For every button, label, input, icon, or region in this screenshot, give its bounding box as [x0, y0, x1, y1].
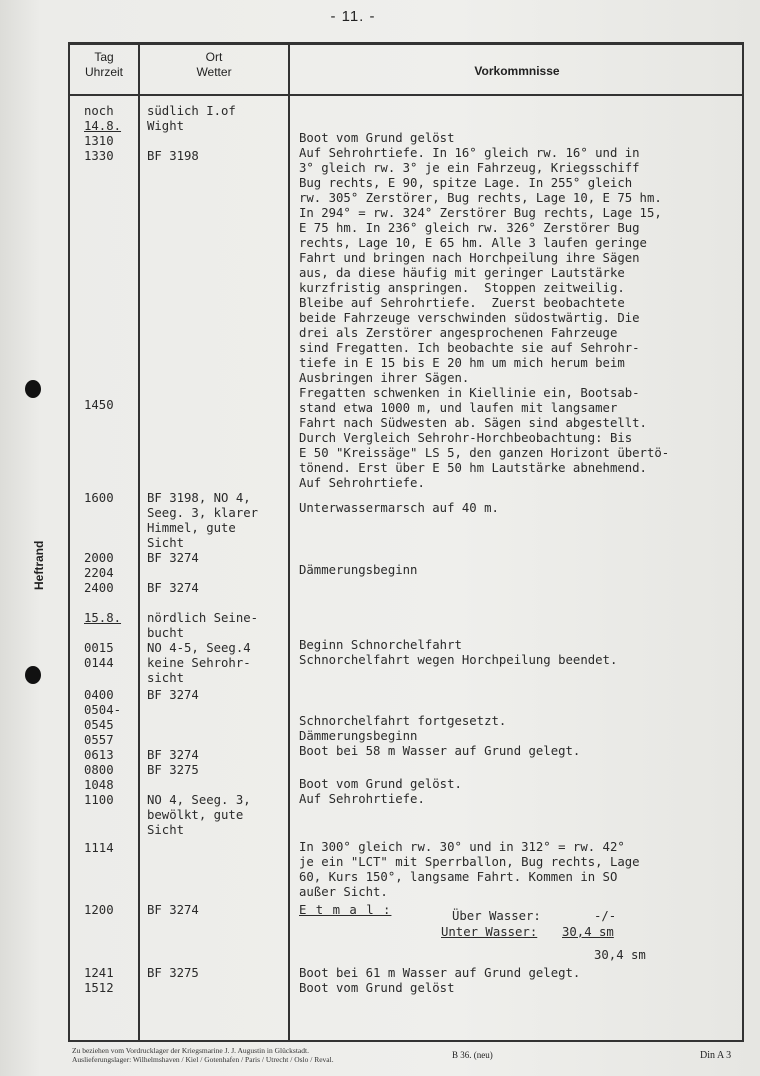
entry-time: noch: [84, 104, 114, 118]
entry-event-text: sind Fregatten. Ich beobachte sie auf Sehrohr-: [299, 341, 640, 355]
etmal-row-value: -/-: [594, 909, 617, 923]
header-tag-uhrzeit: Tag Uhrzeit: [84, 50, 123, 79]
entry-time: 1241: [84, 966, 114, 980]
header-divider: [68, 94, 744, 96]
entry-event-text: Boot vom Grund gelöst: [299, 131, 455, 145]
entry-time: 0504-: [84, 703, 122, 717]
entry-time: 1100: [84, 793, 114, 807]
entry-time: 0545: [84, 718, 114, 732]
entry-event-text: E 75 hm. In 236° gleich rw. 326° Zerstörer Bug: [299, 221, 640, 235]
entry-time: 1048: [84, 778, 114, 792]
entry-time: 1114: [84, 841, 114, 855]
entry-event-text: 3° gleich rw. 3° je ein Fahrzeug, Kriegsschiff: [299, 161, 640, 175]
entry-time: 0613: [84, 748, 114, 762]
entry-time: 1512: [84, 981, 114, 995]
entry-location: NO 4, Seeg. 3,: [147, 793, 251, 807]
entry-time: 0400: [84, 688, 114, 702]
entry-event-text: Fregatten schwenken in Kiellinie ein, Bootsab-: [299, 386, 640, 400]
entry-time: 1450: [84, 398, 114, 412]
entry-event-text: kurzfristig anspringen. Stoppen zeitweilig.: [299, 281, 625, 295]
entry-event-text: Schnorchelfahrt fortgesetzt.: [299, 714, 507, 728]
entry-location: BF 3275: [147, 763, 199, 777]
entry-event-text: beide Fahrzeuge verschwinden südostwärtig. Die: [299, 311, 640, 325]
entry-time: 2400: [84, 581, 114, 595]
entry-event-text: rechts, Lage 10, E 65 hm. Alle 3 laufen geringe: [299, 236, 647, 250]
entry-location: BF 3274: [147, 748, 199, 762]
entry-location: BF 3274: [147, 688, 199, 702]
entry-time: 15.8.: [84, 611, 122, 625]
entry-location: sicht: [147, 671, 185, 685]
entry-event-text: Bug rechts, E 90, spitze Lage. In 255° gleich: [299, 176, 633, 190]
entry-event-text: Dämmerungsbeginn: [299, 563, 418, 577]
entry-location: südlich I.of: [147, 104, 236, 118]
entry-location: BF 3274: [147, 581, 199, 595]
entry-event-text: Ausbringen ihrer Sägen.: [299, 371, 470, 385]
entry-location: Seeg. 3, klarer: [147, 506, 259, 520]
entry-time: 1330: [84, 149, 114, 163]
etmal-row-label: Unter Wasser:: [441, 925, 538, 939]
entry-event-text: E 50 "Kreissäge" LS 5, den ganzen Horizont übertö-: [299, 446, 670, 460]
entry-time: 0015: [84, 641, 114, 655]
entry-event-text: In 300° gleich rw. 30° und in 312° = rw. 42°: [299, 840, 625, 854]
header-ort-wetter: Ort Wetter: [196, 50, 232, 79]
entry-location: BF 3198, NO 4,: [147, 491, 251, 505]
footer-form-code: B 36. (neu): [452, 1050, 493, 1060]
entry-event-text: tiefe in E 15 bis E 20 hm um mich herum beim: [299, 356, 625, 370]
etmal-label: E t m a l :: [299, 903, 392, 917]
column-divider: [288, 42, 290, 1042]
entry-event-text: Boot vom Grund gelöst: [299, 981, 455, 995]
entry-event-text: Auf Sehrohrtiefe.: [299, 792, 425, 806]
entry-time: 0557: [84, 733, 114, 747]
entry-location: Sicht: [147, 536, 185, 550]
entry-time: 14.8.: [84, 119, 122, 133]
entry-time: 1600: [84, 491, 114, 505]
entry-location: bucht: [147, 626, 185, 640]
entry-event-text: Unterwassermarsch auf 40 m.: [299, 501, 499, 515]
entry-event-text: Durch Vergleich Sehrohr-Horchbeobachtung: Bis: [299, 431, 633, 445]
entry-event-text: Dämmerungsbeginn: [299, 729, 418, 743]
entry-event-text: Schnorchelfahrt wegen Horchpeilung beendet.: [299, 653, 618, 667]
margin-label: Heftrand: [32, 540, 46, 590]
entry-event-text: Auf Sehrohrtiefe.: [299, 476, 425, 490]
etmal-row-label: Über Wasser:: [452, 909, 541, 923]
etmal-total: 30,4 sm: [594, 948, 646, 962]
header-vorkommnisse: Vorkommnisse: [474, 64, 560, 78]
entry-location: BF 3274: [147, 551, 199, 565]
entry-time: 1310: [84, 134, 114, 148]
entry-location: bewölkt, gute: [147, 808, 244, 822]
page-number: - 11. -: [330, 8, 376, 25]
punch-hole: [25, 666, 41, 684]
entry-event-text: tönend. Erst über E 50 hm Lautstärke abnehmend.: [299, 461, 647, 475]
entry-event-text: Boot bei 61 m Wasser auf Grund gelegt.: [299, 966, 581, 980]
entry-time: 0144: [84, 656, 114, 670]
entry-event-text: Auf Sehrohrtiefe. In 16° gleich rw. 16° und in: [299, 146, 640, 160]
entry-event-text: drei als Zerstörer angesprochenen Fahrzeuge: [299, 326, 618, 340]
entry-location: Sicht: [147, 823, 185, 837]
footer-publisher: Zu beziehen vom Vordrucklager der Kriegsmarine J. J. Augustin in Glückstadt. Auslieferungslager: Wilhelmshaven / Kiel / Gotenhafen / Paris / Utrecht / Oslo / Reval.: [72, 1046, 334, 1064]
entry-event-text: je ein "LCT" mit Sperrballon, Bug rechts, Lage: [299, 855, 640, 869]
etmal-row-value: 30,4 sm: [562, 925, 614, 939]
punch-hole: [25, 380, 41, 398]
entry-event-text: In 294° = rw. 324° Zerstörer Bug rechts, Lage 15,: [299, 206, 662, 220]
entry-location: nördlich Seine-: [147, 611, 259, 625]
entry-time: 2000: [84, 551, 114, 565]
entry-location: keine Sehrohr-: [147, 656, 251, 670]
entry-event-text: außer Sicht.: [299, 885, 388, 899]
entry-time: 2204: [84, 566, 114, 580]
entry-location: Himmel, gute: [147, 521, 236, 535]
footer-paper-format: Din A 3: [700, 1050, 732, 1061]
entry-event-text: aus, da diese häufig mit geringer Lautstärke: [299, 266, 625, 280]
entry-time: 0800: [84, 763, 114, 777]
entry-time: 1200: [84, 903, 114, 917]
entry-event-text: Bleibe auf Sehrohrtiefe. Zuerst beobachtete: [299, 296, 625, 310]
entry-event-text: Boot bei 58 m Wasser auf Grund gelegt.: [299, 744, 581, 758]
entry-event-text: rw. 305° Zerstörer, Bug rechts, Lage 10, E 75 hm.: [299, 191, 662, 205]
column-divider: [138, 42, 140, 1042]
entry-event-text: Fahrt und bringen nach Horchpeilung ihre Sägen: [299, 251, 640, 265]
entry-location: BF 3198: [147, 149, 199, 163]
entry-event-text: stand etwa 1000 m, und laufen mit langsamer: [299, 401, 618, 415]
entry-location: BF 3274: [147, 903, 199, 917]
entry-location: Wight: [147, 119, 185, 133]
entry-event-text: Fahrt nach Südwesten ab. Sägen sind abgestellt.: [299, 416, 647, 430]
entry-event-text: Beginn Schnorchelfahrt: [299, 638, 462, 652]
entry-event-text: Boot vom Grund gelöst.: [299, 777, 462, 791]
entry-location: BF 3275: [147, 966, 199, 980]
entry-location: NO 4-5, Seeg.4: [147, 641, 251, 655]
entry-event-text: 60, Kurs 150°, langsame Fahrt. Kommen in SO: [299, 870, 618, 884]
